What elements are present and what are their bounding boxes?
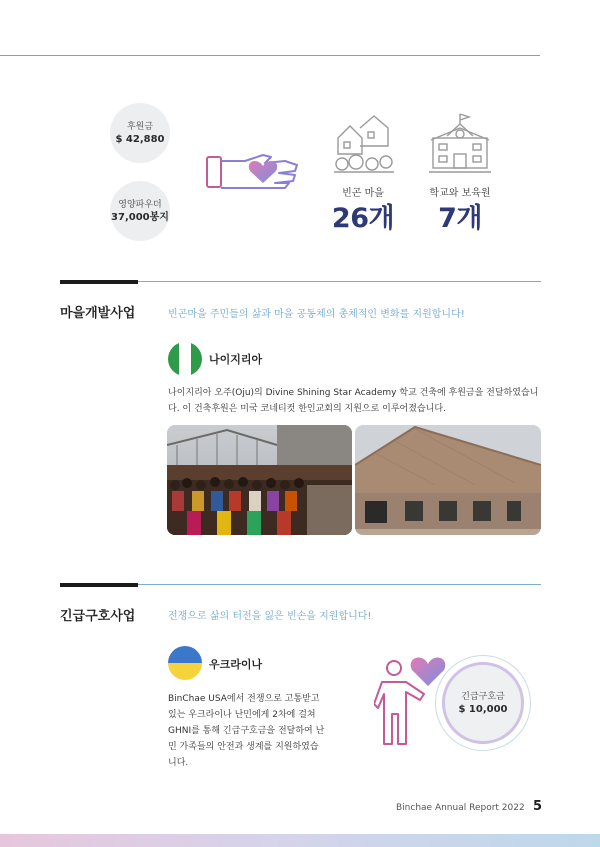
footer-report: Binchae Annual Report 2022	[396, 803, 525, 813]
bottom-gradient-bar	[0, 834, 600, 847]
powder-value: 37,000봉지	[111, 211, 169, 223]
section2-bar	[60, 583, 138, 587]
ukraine-flag-icon	[168, 646, 202, 680]
page-number: 5	[533, 799, 543, 814]
powder-label: 영양파우더	[118, 199, 162, 210]
school-icon	[427, 110, 493, 176]
section2-title: 긴급구호사업	[60, 609, 136, 624]
top-rule	[0, 55, 540, 56]
school-crowd-photo	[167, 425, 352, 535]
relief-fund-label: 긴급구호금	[461, 691, 505, 702]
section1-body-line1: 나이지리아 오주(Oju)의 Divine Shining Star Academy 학교 건축에 후원금을 전달하였습니	[168, 388, 539, 398]
section2-rule	[138, 584, 541, 585]
hand-heart-icon	[205, 143, 303, 193]
donation-value: $ 42,880	[115, 133, 165, 145]
relief-fund-stat	[442, 662, 524, 744]
section1-rule	[138, 281, 541, 282]
school-value: 7개	[438, 203, 482, 234]
village-icon	[330, 110, 396, 176]
country-nigeria: 나이지리아	[209, 353, 263, 366]
powder-stat	[110, 181, 170, 241]
section2-body-line: BinChae USA에서 전쟁으로 고통받고	[168, 694, 320, 704]
relief-fund-ring	[435, 655, 531, 751]
section1-body-line2: 다. 이 건축후원은 미국 코네티컷 한인교회의 지원으로 이루어졌습니다.	[168, 404, 446, 414]
nigeria-flag-icon	[168, 342, 202, 376]
section2-body-line: GHNI를 통해 긴급구호금을 전달하여 난	[168, 726, 325, 736]
village-value: 26개	[331, 203, 395, 234]
donation-stat	[110, 103, 170, 163]
school-building-photo	[355, 425, 541, 535]
section2-body-line: 니다.	[168, 758, 189, 768]
section2-subtitle: 전쟁으로 삶의 터전을 잃은 빈손을 지원합니다!	[168, 611, 372, 622]
section2-body-line: 있는 우크라이나 난민에게 2차에 걸쳐	[168, 710, 316, 720]
relief-fund-value: $ 10,000	[458, 703, 508, 715]
section2-body-line: 민 가족들의 안전과 생계를 지원하였습	[168, 742, 319, 752]
school-label: 학교와 보육원	[429, 188, 491, 199]
section2-body	[168, 691, 368, 771]
section1-subtitle: 빈곤마을 주민들의 삶과 마을 공동체의 총체적인 변화를 지원합니다!	[168, 309, 465, 320]
village-label: 빈곤 마을	[342, 188, 384, 199]
section1-bar	[60, 280, 138, 284]
country-ukraine: 우크라이나	[209, 658, 263, 671]
donation-label: 후원금	[126, 121, 154, 132]
section1-title: 마을개발사업	[60, 306, 136, 321]
